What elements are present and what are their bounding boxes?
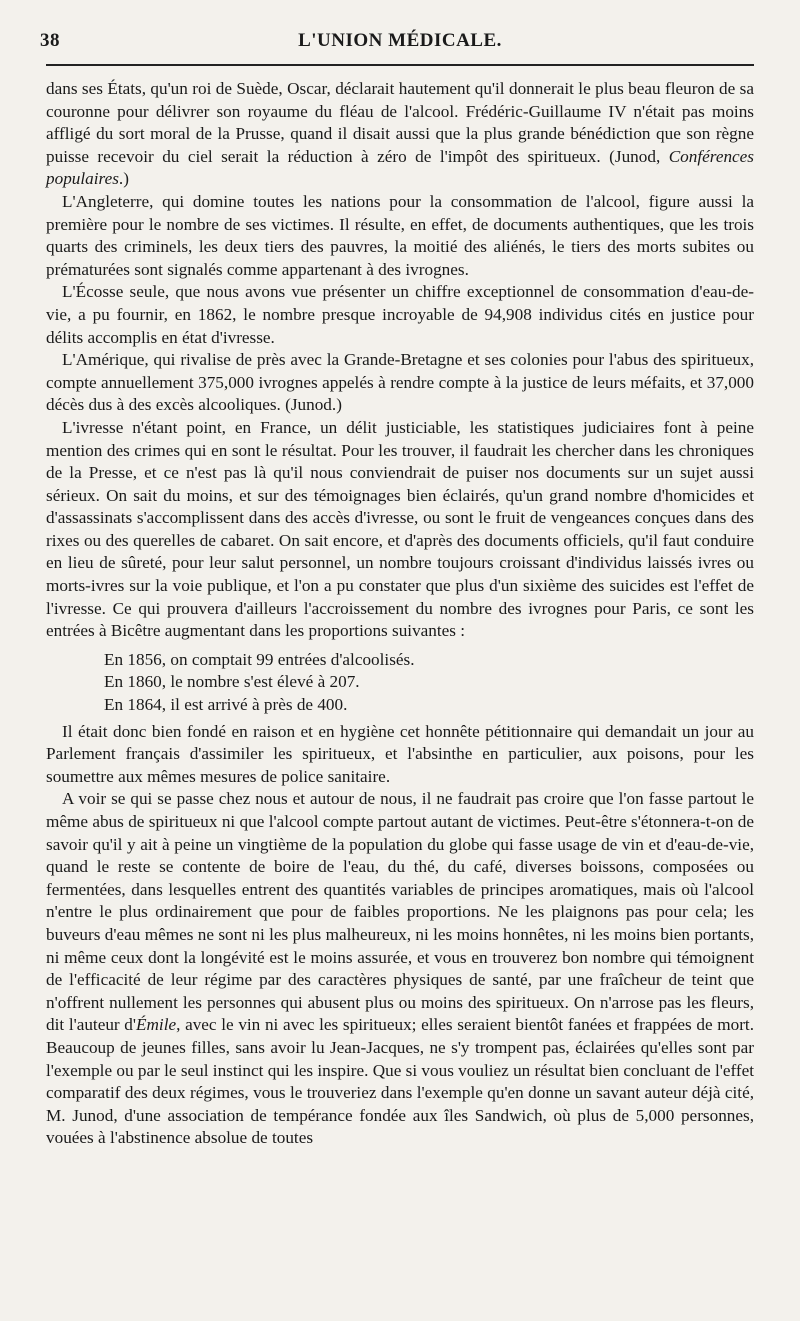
header-rule — [46, 64, 754, 66]
paragraph-4: L'Amérique, qui rivalise de près avec la Grande-Bretagne et ses colonies pour l'abus des spiritueux, compte annuellement 375,000 ivrognes appelés à rendre compte à la justice de leurs méfaits, et 37,000 décès dus à des excès alcooliques. (Junod.) — [46, 350, 754, 415]
page-number: 38 — [40, 30, 60, 51]
list-item: En 1864, il est arrivé à près de 400. — [104, 695, 348, 715]
article-body — [46, 78, 754, 1150]
paragraph-2: L'Angleterre, qui domine toutes les nations pour la consommation de l'alcool, figure aussi la première pour le nombre de ses victimes. Il résulte, en effet, de documents authentiques, que les trois quarts des criminels, les deux tiers des pauvres, la moitié des aliénés, le tiers des morts subites ou prématurées sont signalés comme appartenant à des ivrognes. — [46, 191, 754, 279]
page-header — [40, 30, 754, 58]
paragraph-6: Il était donc bien fondé en raison et en hygiène cet honnête pétitionnaire qui demandait un jour au Parlement français d'assimiler les spiritueux, et l'absinthe en particulier, aux poisons, pour les soumettre aux mêmes mesures de police sanitaire. — [46, 721, 754, 786]
paragraph-7: A voir se qui se passe chez nous et autour de nous, il ne faudrait pas croire que l'on fasse partout le même abus de spiritueux ni que l'alcool compte partout autant de victimes. Peut-être s'étonnera-t-on de savoir qu'il y ait à peine un vingtième de la population du globe qui fasse usage de vin et d'eau-de-vie, quand le reste se contente de boire de l'eau, du thé, du café, diverses boissons, composées ou fermentées, dans lesquelles entrent des quantités variables de principes aromatiques, mais où l'alcool n'entre le plus ordinairement que pour de faibles proportions. Ne les plaignons pas pour cela; les buveurs d'eau mêmes ne sont ni les plus malheureux, ni les moins honnêtes, ni les moins bien portants, ni même ceux dont la longévité est le moins assurée, et vous en trouverez bon nombre qui témoignent de l'efficacité de leur régime par des caractères physiques de santé, par une fraîcheur de teint que n'offrent nullement les personnes qui abusent plus ou moins des spiritueux. On n'arrose pas les fleurs, dit l'auteur d'Émile, avec le vin ni avec les spiritueux; elles seraient bientôt fanées et frappées de mort. Beaucoup de jeunes filles, sans avoir lu Jean-Jacques, ne s'y trompent pas, éclairées qu'elles sont par l'exemple ou par le seul instinct qui les inspire. Que si vous vouliez un résultat bien concluant de l'effet comparatif des deux régimes, vous le trouveriez dans l'exemple qu'en donne un savant auteur déjà cité, M. Junod, d'une association de tempérance fondée aux îles Sandwich, où plus de 5,000 personnes, vouées à l'abstinence absolue de toutes — [46, 789, 755, 1148]
paragraph-1: dans ses États, qu'un roi de Suède, Oscar, déclarait hautement qu'il donnerait le plus beau fleuron de sa couronne pour délivrer son royaume du fléau de l'alcool. Frédéric-Guillaume IV n'était pas moins affligé du sort moral de la Prusse, quand il disait aussi que la plus grande bénédiction que son règne puisse recevoir du ciel serait la réduction à zéro de l'impôt des spiritueux. (Junod, Conférences populaires.) — [46, 79, 754, 189]
list-item: En 1856, on comptait 99 entrées d'alcoolisés. — [104, 649, 415, 669]
paragraph-5: L'ivresse n'étant point, en France, un délit justiciable, les statistiques judiciaires font à peine mention des crimes qui en sont le résultat. Pour les trouver, il faudrait les chercher dans les chroniques de la Presse, et ce n'est pas là qu'il nous conviendrait de puiser nos documents sur un sujet aussi sérieux. On sait du moins, et sur des témoignages bien éclairés, qu'un grand nombre d'homicides et d'assassinats s'accomplissent dans des accès d'ivresse, ou sont le fruit de vengeances conçues dans des rixes ou des querelles de cabaret. On sait encore, et d'après des documents officiels, qu'il faut conduire en lieu de sûreté, pour leur salut personnel, un nombre toujours croissant d'individus laissés ivres ou morts-ivres sur la voie publique, et l'on a pu constater que plus d'un sixième des suicides est l'effet de l'ivresse. Ce qui prouvera d'ailleurs l'accroissement du nombre des ivrognes pour Paris, ce sont les entrées à Bicêtre augmentant dans les proportions suivantes : — [46, 417, 754, 641]
paragraph-3: L'Écosse seule, que nous avons vue présenter un chiffre exceptionnel de consommation d'eau-de-vie, a pu fournir, en 1862, le nombre presque incroyable de 94,908 individus cités en justice pour délits accomplis en état d'ivresse. — [46, 282, 754, 347]
running-title: L'UNION MÉDICALE. — [298, 30, 502, 51]
list-item: En 1860, le nombre s'est élevé à 207. — [104, 672, 360, 692]
bicetre-statistics-list — [104, 649, 754, 717]
